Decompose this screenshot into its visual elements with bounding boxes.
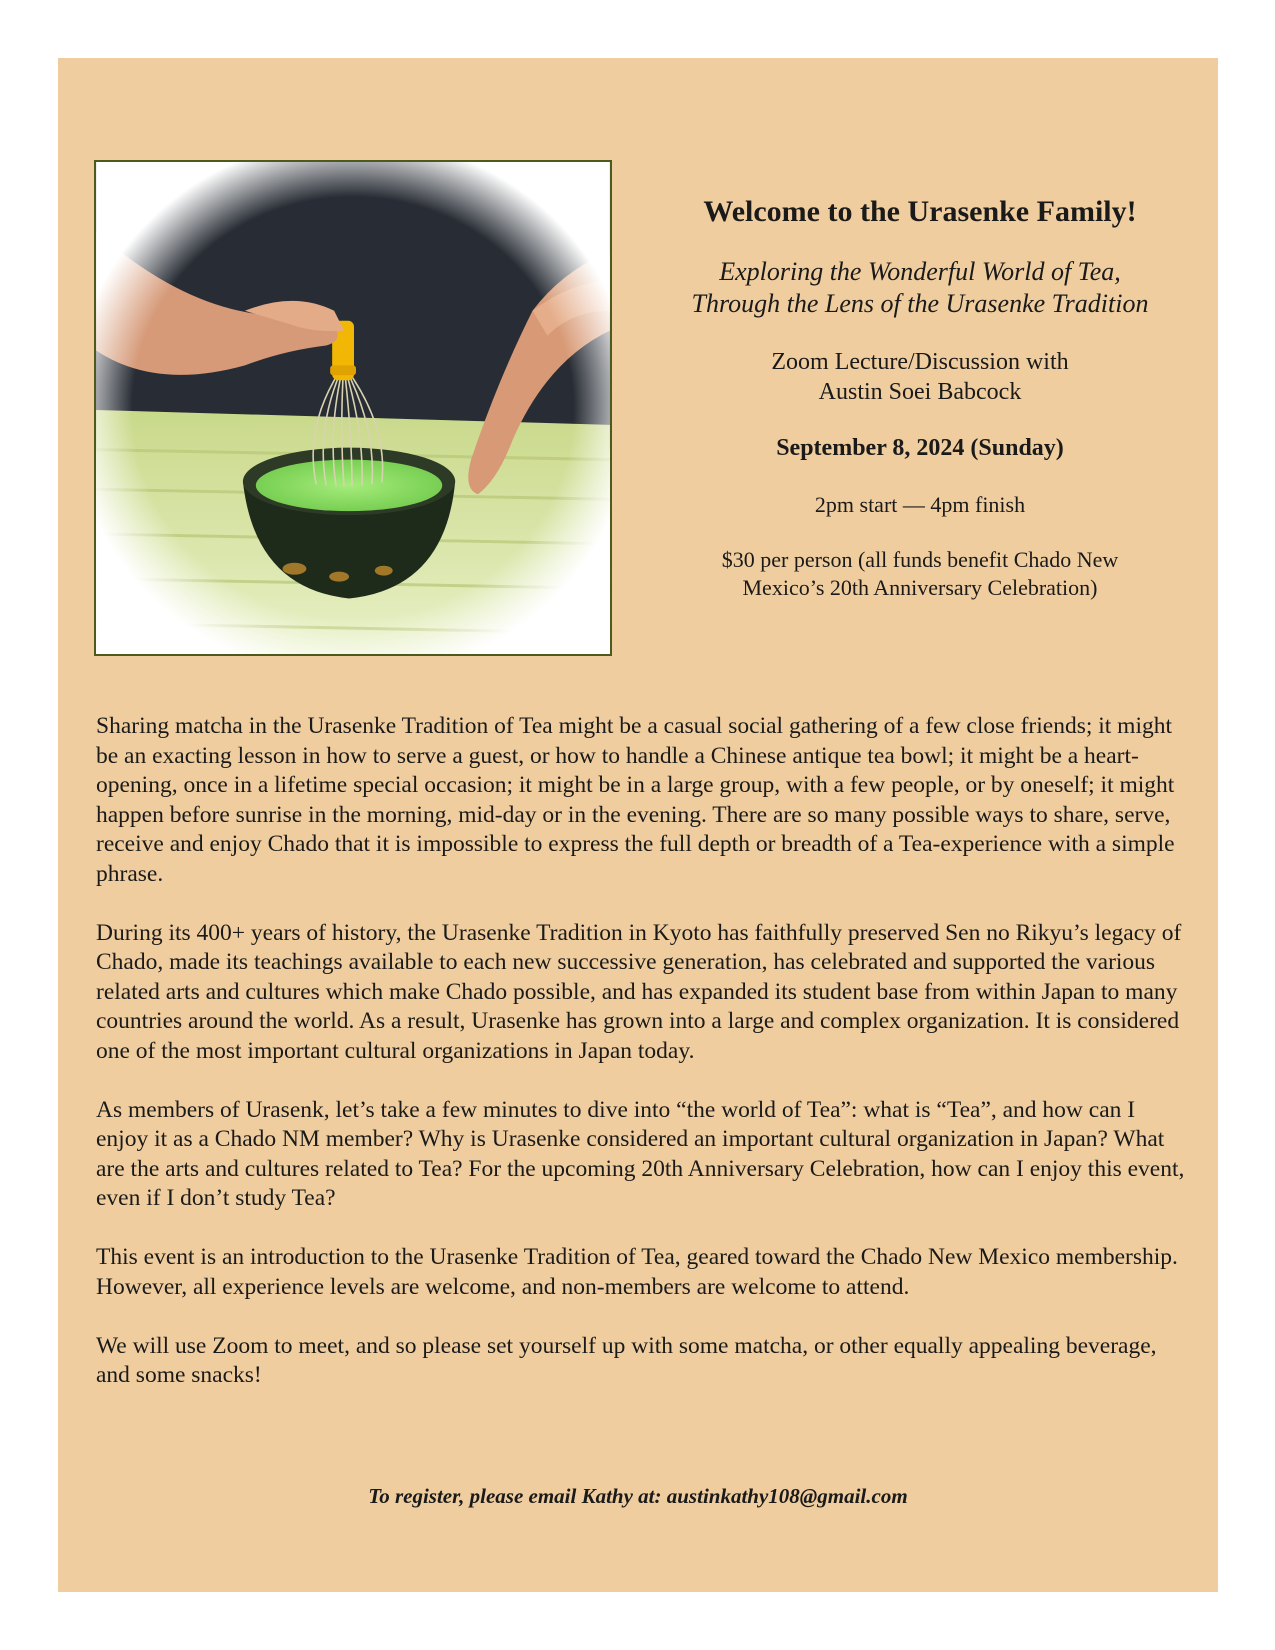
lecture-info xyxy=(658,347,1182,407)
paragraph: During its 400+ years of history, the Urasenke Tradition in Kyoto has faithfully preserved Sen no Rikyu’s legacy of Chado, made its teachings available to each new successive generation, has celebrated and supported the various related arts and cultures which make Chado possible, and has expanded its student base from within Japan to many countries around the world. As a result, Urasenke has grown into a large and complex organization. It is considered one of the most important cultural organizations in Japan today. xyxy=(96,919,1182,1064)
price-line-1: $30 per person (all funds benefit Chado New xyxy=(721,547,1119,573)
subtitle xyxy=(658,256,1182,319)
price-line-2: Mexico’s 20th Anniversary Celebration) xyxy=(742,574,1098,600)
flyer xyxy=(58,58,1218,1592)
subtitle-line-1: Exploring the Wonderful World of Tea, xyxy=(719,257,1121,286)
page-title: Welcome to the Urasenke Family! xyxy=(703,195,1137,228)
lecture-line-1: Zoom Lecture/Discussion with xyxy=(771,349,1069,376)
event-price xyxy=(658,546,1182,601)
event-date: September 8, 2024 (Sunday) xyxy=(776,435,1064,462)
event-description xyxy=(96,712,1186,1420)
event-time: 2pm start — 4pm finish xyxy=(814,492,1026,518)
subtitle-line-2: Through the Lens of the Urasenke Tradition xyxy=(691,288,1149,318)
matcha-whisk-photo-icon xyxy=(96,162,610,654)
paragraph: As members of Urasenk, let’s take a few minutes to dive into “the world of Tea”: what is “Tea”, and how can I enjoy it as a Chado NM member? Why is Urasenke considered an important cultural organization in Japan? What are the arts and cultures related to Tea? For the upcoming 20th Anniversary Celebration, how can I enjoy this event, even if I don’t study Tea? xyxy=(96,1096,1185,1211)
paragraph: We will use Zoom to meet, and so please set yourself up with some matcha, or other equally appealing beverage, and some snacks! xyxy=(96,1332,1157,1388)
paragraph: Sharing matcha in the Urasenke Tradition of Tea might be a casual social gathering of a few close friends; it might be an exacting lesson in how to serve a guest, or how to handle a Chinese antique tea bowl; it might be a heart-opening, once in a lifetime special occasion; it might be in a large group, with a few people, or by oneself; it might happen before sunrise in the morning, mid-day or in the evening. There are so many possible ways to share, serve, receive and enjoy Chado that it is impossible to express the full depth or breadth of a Tea-experience with a simple phrase. xyxy=(96,713,1175,887)
event-heading xyxy=(658,194,1182,601)
lecture-line-2: Austin Soei Babcock xyxy=(818,379,1022,406)
registration-note: To register, please email Kathy at: austinkathy108@gmail.com xyxy=(368,1484,908,1508)
matcha-photo xyxy=(94,160,612,656)
paragraph: This event is an introduction to the Urasenke Tradition of Tea, geared toward the Chado New Mexico membership. However, all experience levels are welcome, and non-members are welcome to attend. xyxy=(96,1244,1178,1300)
